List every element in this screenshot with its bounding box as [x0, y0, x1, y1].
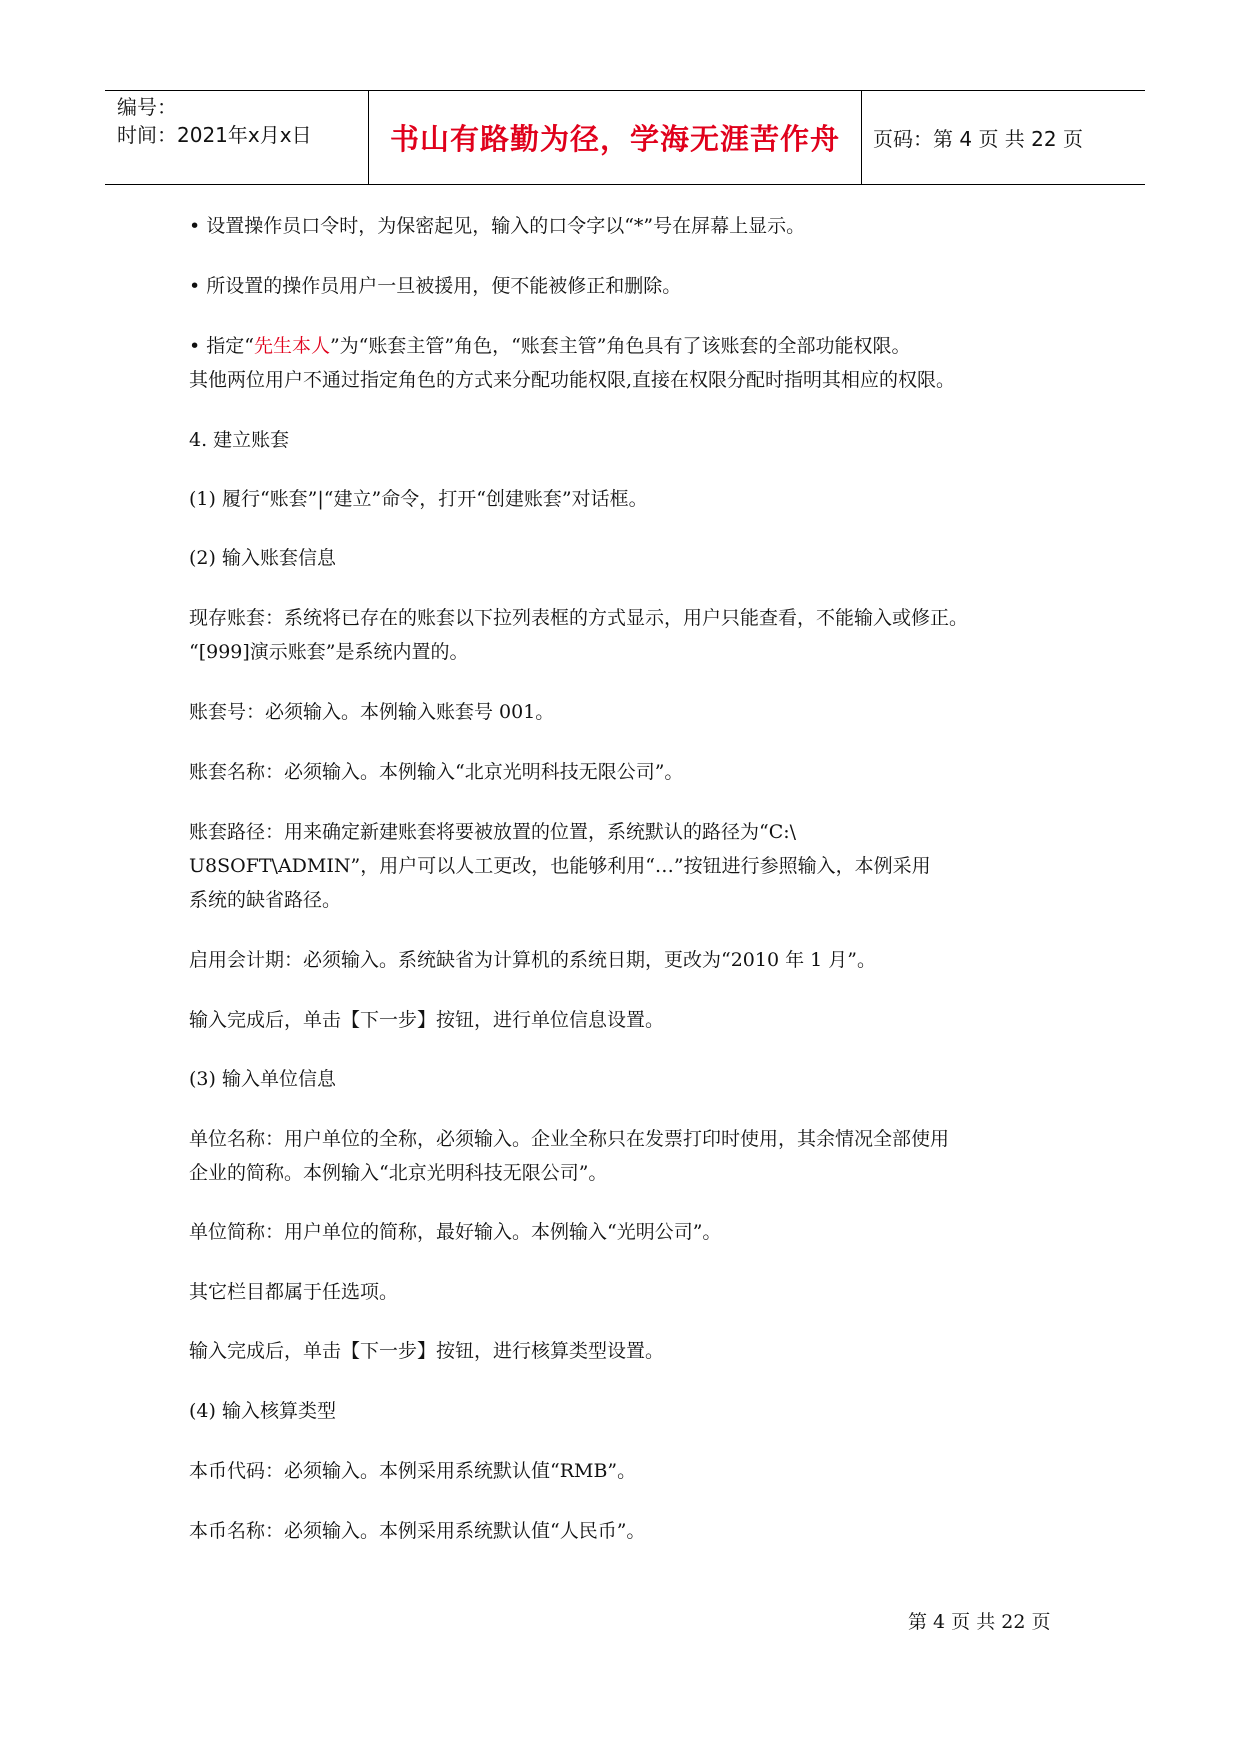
- paragraph: 现存账套：系统将已存在的账套以下拉列表框的方式显示，用户只能查看，不能输入或修正。: [189, 607, 969, 629]
- paragraph: 其它栏目都属于任选项。: [189, 1281, 399, 1303]
- paragraph: 单位简称：用户单位的简称，最好输入。本例输入“光明公司”。: [189, 1221, 722, 1243]
- subsection-heading: (3) 输入单位信息: [189, 1068, 336, 1090]
- header-motto: 书山有路勤为径，学海无涯苦作舟: [389, 122, 840, 156]
- paragraph: 账套名称：必须输入。本例输入“北京光明科技无限公司”。: [189, 761, 684, 783]
- subsection-heading: (4) 输入核算类型: [189, 1400, 336, 1422]
- bullet-item: • 指定“先生本人”为“账套主管”角色，“账套主管”角色具有了该账套的全部功能权限。: [189, 329, 1079, 363]
- subsection-heading: (2) 输入账套信息: [189, 547, 336, 569]
- paragraph-line: 其他两位用户不通过指定角色的方式来分配功能权限,直接在权限分配时指明其相应的权限。: [189, 369, 956, 391]
- paragraph: 账套路径：用来确定新建账套将要被放置的位置，系统默认的路径为“C:\: [189, 821, 797, 843]
- paragraph: 输入完成后，单击【下一步】按钮，进行核算类型设置。: [189, 1340, 665, 1362]
- paragraph-line: 系统的缺省路径。: [189, 889, 342, 911]
- paragraph: 本币名称：必须输入。本例采用系统默认值“人民币”。: [189, 1520, 646, 1542]
- bullet-item: • 设置操作员口令时，为保密起见，输入的口令字以“*”号在屏幕上显示。: [189, 209, 1079, 243]
- header-info: [117, 91, 367, 186]
- paragraph: 本币代码：必须输入。本例采用系统默认值“RMB”。: [189, 1460, 637, 1482]
- bullet-item: • 所设置的操作员用户一旦被援用，便不能被修正和删除。: [189, 269, 1079, 303]
- paragraph-line: 企业的简称。本例输入“北京光明科技无限公司”。: [189, 1162, 608, 1184]
- paragraph: 账套号：必须输入。本例输入账套号 001。: [189, 701, 555, 723]
- header-page-number: 页码：第 4 页 共 22 页: [873, 127, 1083, 151]
- highlighted-name: 先生本人: [253, 335, 330, 357]
- header-time: 时间：2021年x月x日: [117, 123, 312, 147]
- paragraph: 输入完成后，单击【下一步】按钮，进行单位信息设置。: [189, 1009, 665, 1031]
- bullet-icon: •: [189, 335, 201, 357]
- page-footer: 第 4 页 共 22 页: [908, 1611, 1051, 1633]
- page-header: [105, 90, 1145, 185]
- paragraph: 启用会计期：必须输入。系统缺省为计算机的系统日期，更改为“2010 年 1 月”。: [189, 949, 876, 971]
- paragraph-line: “[999]演示账套”是系统内置的。: [189, 641, 469, 663]
- bullet-icon: •: [189, 215, 201, 237]
- header-number: 编号：: [117, 95, 177, 119]
- paragraph: (1) 履行“账套”|“建立”命令，打开“创建账套”对话框。: [189, 488, 648, 510]
- paragraph-line: U8SOFT\ADMIN”，用户可以人工更改，也能够利用“…”按钮进行参照输入，本例采用: [189, 855, 931, 877]
- bullet-icon: •: [189, 275, 201, 297]
- header-divider: [861, 91, 862, 184]
- section-heading: 4. 建立账套: [189, 429, 290, 451]
- paragraph: 单位名称：用户单位的全称，必须输入。企业全称只在发票打印时使用，其余情况全部使用: [189, 1128, 950, 1150]
